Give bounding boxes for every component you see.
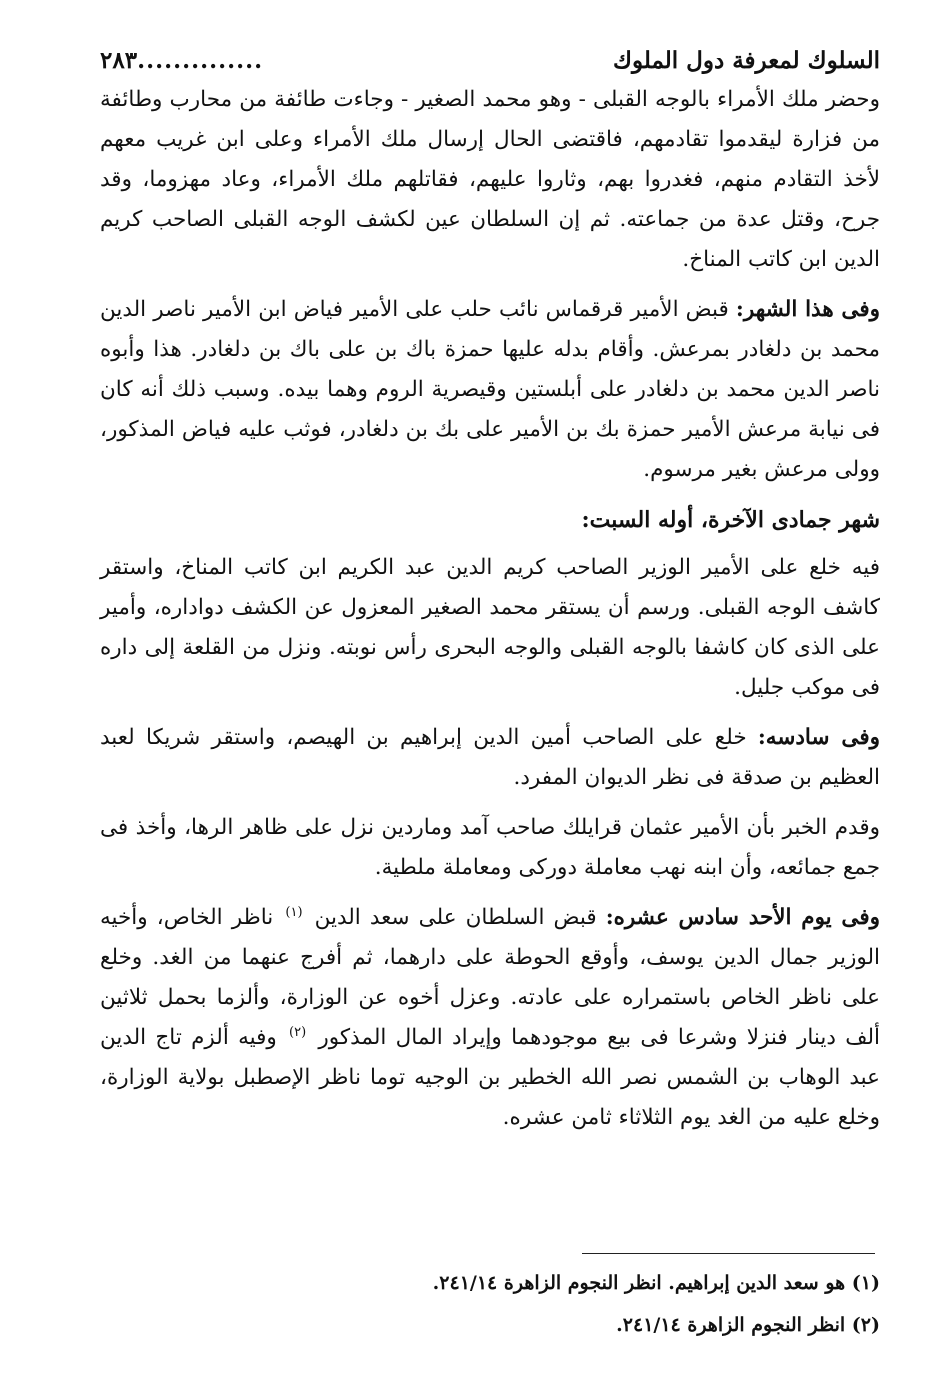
page-number: ٢٨٣ [100,47,138,74]
footnote-marker-1: (١) [285,904,303,920]
paragraph-text: وحضر ملك الأمراء بالوجه القبلى - وهو محمد الصغير - وجاءت طائفة من محارب وطائفة من فزارة ليقدموا تقادمهم، فاقتضى الحال إرسال ملك الأمراء وعلى ابن غريب معهم لأخذ التقادم منهم، فغدروا بهم، وثاروا عليهم، فقاتلهم ملك الأمراء، وعاد مهزوما، وقد جرح، وقتل عدة من جماعته. ثم إن السلطان عين لكشف الوجه القبلى الصاحب كريم الدين ابن كاتب المناخ. [100,87,880,272]
paragraph-lead: وفى يوم الأحد سادس عشره: [605,905,880,930]
paragraph-text: قبض الأمير قرقماس نائب حلب على الأمير فياض ابن الأمير ناصر الدين محمد بن دلغادر بمرعش. وأقام بدله عليها حمزة باك بن على باك بن دلغادر. هذا وأبوه ناصر الدين محمد بن دلغادر على أبلستين وقيصرية الروم وهما بيده. وسبب ذلك أنه كان فى نيابة مرعش الأمير حمزة بك بن الأمير على بك بن دلغادر، فوثب عليه فياض المذكور، وولى مرعش بغير مرسوم. [100,297,880,482]
book-page [100,34,880,1148]
header-page-group [100,47,267,74]
page-body [100,80,880,1138]
paragraph [100,808,880,888]
paragraph-text: وفيه ألزم تاج الدين عبد الوهاب بن الشمس نصر الله الخطير بن الوجيه توما ناظر الإصطبل بولاية الوزارة، وخلع عليه من الغد يوم الثلاثاء ثامن عشره. [100,1025,880,1130]
paragraph [100,718,880,798]
paragraph-lead: وفى سادسه: [757,725,880,750]
header-dots: .............. [137,47,264,74]
footnote-2: (٢) انظر النجوم الزاهرة ٢٤١/١٤. [616,1314,880,1336]
footnotes [100,1262,880,1346]
paragraph [100,898,880,1138]
book-title: السلوك لمعرفة دول الملوك [612,47,880,74]
paragraph-text: ناظر الخاص، وأخيه الوزير جمال الدين يوسف، وأوقع الحوطة على دارهما، ثم أفرج عنهما من الغد. وخلع على ناظر الخاص باستمراره على عادته. وعزل أخوه عن الوزارة، وألزما بحمل ثلاثين ألف دينار فنزلا وشرعا فى بيع موجودهما وإيراد المال المذكور [100,905,880,1050]
paragraph [100,290,880,490]
month-heading: شهر جمادى الآخرة، أوله السبت: [581,507,880,533]
footnote-marker-2: (٢) [289,1024,307,1040]
paragraph-text: وقدم الخبر بأن الأمير عثمان قرايلك صاحب آمد وماردين نزل على ظاهر الرها، وأخذ فى جمع جمائعه، وأن ابنه نهب معاملة دوركى ومعاملة ملطية. [100,815,880,880]
paragraph-text: قبض السلطان على سعد الدين [305,905,606,930]
paragraph [100,548,880,708]
footnote-separator [582,1253,875,1254]
paragraph-text: فيه خلع على الأمير الوزير الصاحب كريم الدين عبد الكريم ابن كاتب المناخ، واستقر كاشف الوجه القبلى. ورسم أن يستقر محمد الصغير المعزول عن الكشف دواداره، وأمير على الذى كان كاشفا بالوجه القبلى والوجه البحرى رأس نوبته. ونزل من القلعة إلى داره فى موكب جليل. [100,555,880,700]
footnote-1: (١) هو سعد الدين إبراهيم. انظر النجوم الزاهرة ٢٤١/١٤. [432,1272,880,1294]
paragraph [100,80,880,280]
running-header [100,34,880,74]
paragraph-text: خلع على الصاحب أمين الدين إبراهيم بن الهيصم، واستقر شريكا لعبد العظيم بن صدقة فى نظر الديوان المفرد. [100,725,880,790]
paragraph-lead: وفى هذا الشهر: [735,297,881,322]
